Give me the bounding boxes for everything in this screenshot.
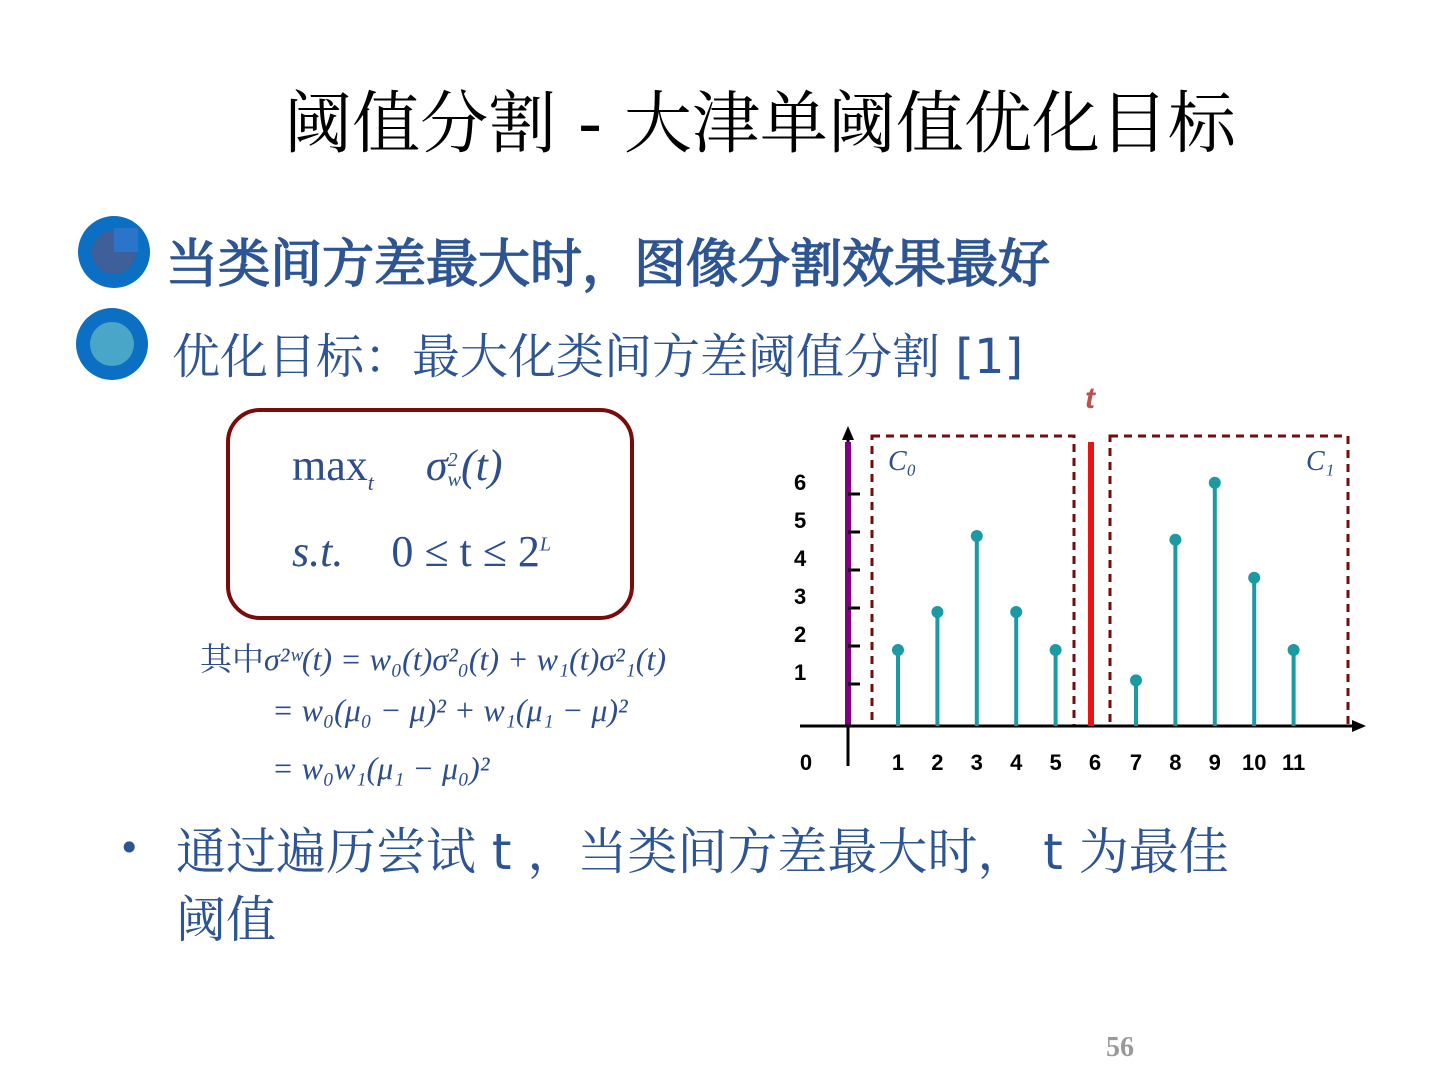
derivation-line-2: = w₀(μ₀ − μ)² + w₁(μ₁ − μ)²: [272, 692, 628, 728]
derivation-line-1: [200, 634, 666, 680]
histogram-stem-dot: [1050, 644, 1062, 656]
subject-to-label: s.t.: [292, 527, 344, 576]
x-tick-label: 10: [1241, 750, 1267, 775]
x-tick-label: 11: [1281, 750, 1306, 775]
sigma-subscript: w: [447, 468, 461, 491]
histogram-stem-dot: [971, 530, 983, 542]
histogram-stem-dot: [1010, 606, 1022, 618]
y-tick-label: 4: [794, 546, 807, 571]
x-tick-label: 8: [1169, 750, 1182, 775]
constraint-line: [292, 526, 551, 577]
slide-title: 阈值分割 - 大津单阈值优化目标: [284, 85, 1236, 164]
constraint-superscript: L: [539, 533, 552, 556]
x-tick-label: 0: [799, 750, 813, 775]
histogram-stem-dot: [892, 644, 904, 656]
x-tick-label: 6: [1088, 750, 1102, 775]
x-tick-label: 9: [1208, 750, 1221, 775]
page-number: 56: [1106, 1032, 1134, 1063]
histogram-stem-dot: [1209, 477, 1221, 489]
class-label-c0: C₀: [888, 446, 917, 477]
sigma-argument: (t): [460, 441, 503, 490]
class-c0-box: [872, 436, 1074, 726]
x-tick-label: 2: [931, 750, 944, 775]
derivation-line-3: = w₀w₁(μ₁ − μ₀)²: [272, 750, 490, 786]
bullet-3-text: 通过遍历尝试 t ，当类间方差最大时， t 为最佳阈值: [176, 823, 1229, 949]
histogram-stem-dot: [1288, 644, 1300, 656]
bullet-1-text: 当类间方差最大时，图像分割效果最好: [166, 235, 1051, 295]
x-axis-arrow: [1352, 720, 1366, 732]
objective-line: [292, 440, 502, 496]
y-tick-label: 2: [794, 622, 807, 647]
bullet-icon-pie: [78, 216, 150, 288]
threshold-label: t: [1085, 382, 1095, 415]
bullet-icon-circle: [76, 308, 148, 380]
y-tick-label: 3: [794, 584, 807, 609]
sigma-superscript: 2: [447, 448, 458, 471]
y-tick-label: 1: [794, 660, 807, 685]
x-tick-label: 1: [891, 750, 905, 775]
histogram-chart: [770, 380, 1380, 780]
class-label-c1: C₁: [1306, 446, 1335, 477]
constraint-expression: 0 ≤ t ≤ 2: [391, 527, 540, 576]
x-tick-label: 7: [1129, 750, 1143, 775]
derivation-lead: 其中: [200, 640, 265, 678]
derivation-eq-1: σ²ʷ(t) = w₀(t)σ²₀(t) + w₁(t)σ²₁(t): [264, 641, 666, 677]
x-tick-label: 3: [970, 750, 983, 775]
y-tick-label: 6: [794, 470, 807, 495]
y-tick-label: 5: [794, 508, 807, 533]
max-subscript: t: [367, 469, 374, 495]
class-c1-box: [1110, 436, 1348, 726]
histogram-stem-dot: [931, 606, 943, 618]
y-axis-arrow: [842, 426, 854, 440]
x-tick-label: 4: [1010, 750, 1023, 775]
bullet-2-text: 优化目标：最大化类间方差阈值分割 [1]: [172, 329, 1024, 385]
sigma-symbol: σ: [425, 441, 448, 490]
max-operator: max: [292, 441, 368, 490]
histogram-stem-dot: [1130, 674, 1142, 686]
histogram-stem-dot: [1248, 572, 1260, 584]
histogram-stem-dot: [1169, 534, 1181, 546]
x-tick-label: 5: [1049, 750, 1062, 775]
bullet-3-marker: •: [118, 826, 141, 870]
